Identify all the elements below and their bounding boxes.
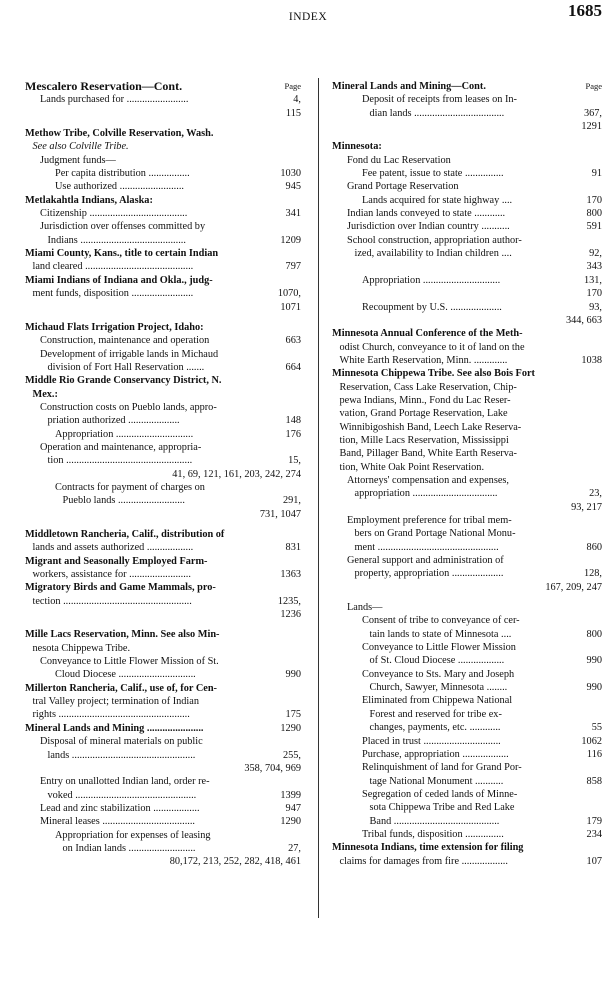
page-reference: 131, [583,274,602,286]
index-line [332,234,602,247]
page-reference: 23, [589,488,602,500]
index-line [332,207,602,220]
page-reference: 858 [586,775,602,787]
page-reference: 990 [586,655,602,667]
index-line [332,447,602,460]
index-line [25,107,301,120]
page-reference: 4, [293,94,301,106]
index-entry-text: tage National Monument ........... [369,775,504,787]
index-entry-text: Conveyance to Little Flower Mission [362,642,516,654]
index-line [25,401,301,414]
index-line [332,708,602,721]
index-line [332,180,602,193]
index-line [332,828,602,841]
index-entry-text: of St. Cloud Diocese .................. [369,655,505,667]
page-reference: 175 [285,709,301,721]
page-reference: 1363 [280,569,301,581]
index-entry-text: ized, availability to Indian children .... [354,248,512,260]
index-entry-text: ment ............................................... [354,541,499,553]
index-line [25,655,301,668]
index-line [25,815,301,828]
page-reference: 1291 [581,121,602,133]
index-entry-text: Disposal of mineral materials on public [40,736,203,748]
index-line [332,220,602,233]
page-column-label: Page [585,81,602,91]
page-reference: 1071 [280,301,301,313]
page-reference: 1235, [277,595,301,607]
index-line [332,314,602,327]
index-line [25,682,301,695]
index-line [25,194,301,207]
index-entry-text: Millerton Rancheria, Calif., use of, for Cen- [25,682,217,694]
index-line [25,274,301,287]
index-line [25,581,301,594]
index-line [332,801,602,814]
page-reference: 27, [288,842,301,854]
index-entry-text: Church, Sawyer, Minnesota ........ [369,682,508,694]
page-reference: 92, [589,248,602,260]
index-line [332,461,602,474]
index-line [332,120,602,133]
index-entry-text: Mineral Lands and Mining ...................... [25,722,204,734]
index-line [332,260,602,273]
running-header: INDEX [288,11,328,23]
index-line [332,107,602,120]
index-line [25,287,301,300]
index-entry-text: dian lands ................................... [369,107,505,119]
index-entry-text: Attorneys' compensation and expenses, [347,474,509,486]
page-reference: 80,172, 213, 252, 282, 418, 461 [169,856,301,868]
index-entry-text: land cleared .......................................... [32,261,194,273]
index-entry-text: tral Valley project; termination of Indian [32,696,200,708]
index-entry-text: claims for damages from fire .................. [339,855,508,867]
index-entry-text: Entry on unallotted Indian land, order re- [40,776,210,788]
index-line [25,321,301,334]
index-entry-text: appropriation ................................. [354,488,498,500]
index-column-right [332,80,602,868]
page-reference: 591 [586,221,602,233]
page-reference: 176 [285,428,301,440]
page-reference: 1290 [280,722,301,734]
index-line [332,668,602,681]
index-entry-text: Methow Tribe, Colville Reservation, Wash. [25,128,214,140]
page-reference: 800 [586,628,602,640]
index-line [25,775,301,788]
index-line [25,414,301,427]
index-line [25,374,301,387]
index-entry-text: Purchase, appropriation .................. [362,748,509,760]
index-line [25,220,301,233]
index-line [25,608,301,621]
page-reference: 990 [285,669,301,681]
index-entry-text: priation authorized .................... [47,415,180,427]
index-line [332,167,602,180]
index-line [332,855,602,868]
index-entry-text: tion ................................................. [47,455,193,467]
index-line [25,508,301,521]
index-entry-text: Mineral leases .................................... [40,816,196,828]
index-line [332,407,602,420]
index-entry-text: Metlakahtla Indians, Alaska: [25,194,153,206]
index-entry-text: Deposit of receipts from leases on In- [362,94,517,106]
page-reference: 148 [285,415,301,427]
index-line [332,341,602,354]
index-entry-text: Grand Portage Reservation [347,181,459,193]
index-line [332,628,602,641]
index-entry-text: Per capita distribution ................ [55,168,190,180]
index-line [332,501,602,514]
index-line [25,541,301,554]
index-line [332,367,602,380]
index-line [25,789,301,802]
index-entry-text: Appropriation .............................. [362,274,501,286]
page-reference: 115 [285,107,301,119]
index-entry-text: Reservation, Cass Lake Reservation, Chip- [339,381,517,393]
index-entry-text: Mescalero Reservation—Cont. [25,80,183,93]
index-entry-text: Lands acquired for state highway .... [362,194,513,206]
index-line [25,154,301,167]
page-reference: 367, [583,107,602,119]
page-reference: 1290 [280,816,301,828]
index-entry-text: Middle Rio Grande Conservancy District, N. [25,375,222,387]
index-entry-text: Minnesota Indians, time extension for filing [332,842,524,854]
index-entry-text: tion, White Oak Point Reservation. [339,461,485,473]
index-entry-text: Operation and maintenance, appropria- [40,441,202,453]
index-entry-text: rights ................................................... [32,709,190,721]
index-line [25,80,301,93]
index-entry-text: Miami County, Kans., title to certain Indian [25,248,219,260]
index-line [332,247,602,260]
index-line [25,842,301,855]
page-reference: 167, 209, 247 [545,581,602,593]
index-line [25,528,301,541]
index-line [332,394,602,407]
index-entry-text: Segregation of ceded lands of Minne- [362,788,518,800]
index-entry-text: Appropriation for expenses of leasing [55,829,211,841]
page-reference: 1209 [280,234,301,246]
index-entry-text: ment funds, disposition ........................ [32,288,194,300]
page-reference: 116 [586,748,602,760]
page-reference: 343 [586,261,602,273]
index-entry-text: tain lands to state of Minnesota .... [369,628,512,640]
index-entry-text: Mille Lacs Reservation, Minn. See also Min- [25,629,220,641]
index-entry-text: Relinquishment of land for Grand Por- [362,762,522,774]
index-column-left [25,80,301,869]
page-reference: 91 [591,168,602,180]
index-entry-text: Migratory Birds and Game Mammals, pro- [25,582,216,594]
index-entry-text: division of Fort Hall Reservation ....... [47,361,205,373]
index-line [25,127,301,140]
index-entry-text: Jurisdiction over offenses committed by [40,221,206,233]
index-entry-text: Band ......................................... [369,815,500,827]
index-line [332,581,602,594]
index-entry-text: Minnesota: [332,141,382,153]
index-line [25,140,301,153]
index-entry-text: Construction costs on Pueblo lands, appro- [40,401,217,413]
index-line [25,695,301,708]
index-line [25,93,301,106]
index-line [25,361,301,374]
index-line [332,614,602,627]
index-line [25,568,301,581]
index-entry-text: tion, Mille Lacs Reservation, Mississippi [339,434,509,446]
index-line [25,388,301,401]
index-entry-text: bers on Grand Portage National Monu- [354,528,516,540]
page-reference: 128, [583,568,602,580]
index-entry-text: Migrant and Seasonally Employed Farm- [25,555,208,567]
index-entry-text: Miami Indians of Indiana and Okla., judg- [25,274,213,286]
index-line [332,735,602,748]
index-line [25,247,301,260]
index-entry-text: Construction, maintenance and operation [40,335,210,347]
index-entry-text: Tribal funds, disposition ............... [362,828,504,840]
index-line [25,749,301,762]
index-entry-text: Minnesota Chippewa Tribe. See also Bois Fort [332,368,535,380]
index-entry-text: Indians ......................................... [47,234,186,246]
index-line [332,194,602,207]
page-reference: 15, [288,455,301,467]
index-entry-text: Winnibigoshish Band, Leech Lake Reserva- [339,421,522,433]
page-reference: 170 [586,288,602,300]
index-entry-text: property, appropriation .................... [354,568,504,580]
index-line [25,454,301,467]
page-reference: 800 [586,208,602,220]
index-line [332,815,602,828]
index-entry-text: Employment preference for tribal mem- [347,515,512,526]
index-line [25,348,301,361]
index-entry-text: Mineral Lands and Mining—Cont. [332,81,486,92]
index-entry-text: nesota Chippewa Tribe. [32,642,131,654]
page-reference: 1399 [280,789,301,801]
index-line [332,274,602,287]
index-entry-text: workers, assistance for ........................ [32,569,191,581]
page-column-label: Page [284,81,301,91]
index-line [332,761,602,774]
index-entry-text: Use authorized ......................... [55,181,184,193]
page-reference: 990 [586,682,602,694]
index-line [25,260,301,273]
index-entry-text: voked ............................................... [47,789,197,801]
page-reference: 41, 69, 121, 161, 203, 242, 274 [172,468,301,480]
index-entry-text: Band, Pillager Band, White Earth Reserva- [339,448,517,460]
index-line [25,441,301,454]
index-entry-text: Michaud Flats Irrigation Project, Idaho: [25,321,204,333]
index-entry-text: Consent of tribe to conveyance of cer- [362,615,520,627]
index-line [25,207,301,220]
index-line [332,301,602,314]
page-reference: 731, 1047 [259,508,301,520]
index-entry-text: Forest and reserved for tribe ex- [369,708,502,720]
page-number: 1685 [568,1,602,20]
index-line [332,541,602,554]
index-entry-text: Fee patent, issue to state ............... [362,168,504,180]
page-reference: 664 [285,361,301,373]
index-entry-text: Mex.: [32,388,58,400]
index-line [332,681,602,694]
index-entry-text: lands ................................................ [47,749,196,761]
page-reference: 1038 [581,354,602,366]
index-line [332,748,602,761]
index-line [332,421,602,434]
index-line [25,762,301,775]
index-line [25,735,301,748]
page-reference: 358, 704, 969 [244,762,301,774]
index-entry-text: Jurisdiction over Indian country ........... [347,221,510,233]
index-line [332,327,602,340]
column-divider [318,78,319,918]
index-entry-text: sota Chippewa Tribe and Red Lake [369,802,515,814]
page-reference: 945 [285,181,301,193]
index-line [25,722,301,735]
index-entry-text: Lands— [347,602,383,614]
index-line [25,595,301,608]
page-reference: 1070, [277,288,301,300]
index-line [332,93,602,106]
index-line [332,654,602,667]
index-line [332,514,602,527]
index-line [25,642,301,655]
page-reference: 797 [285,261,301,273]
index-entry-text: Development of irrigable lands in Michaud [40,348,219,360]
page-reference: 234 [586,828,602,840]
index-line [25,668,301,681]
page-reference: 1030 [280,168,301,180]
index-line [25,555,301,568]
page-reference: 170 [586,194,602,206]
index-entry-text: tection .................................................. [32,595,192,607]
index-line [332,527,602,540]
index-line [332,381,602,394]
index-line [332,641,602,654]
page-reference: 93, [589,301,602,313]
page-reference: 831 [285,542,301,554]
index-line [332,567,602,580]
index-line [25,167,301,180]
index-line [332,601,602,614]
index-line [332,841,602,854]
index-entry-text: Conveyance to Sts. Mary and Joseph [362,668,515,680]
index-line [332,487,602,500]
index-line [332,788,602,801]
index-line [25,628,301,641]
index-entry-text: vation, Grand Portage Reservation, Lake [339,408,508,420]
page-reference: 55 [591,722,602,734]
index-line [332,80,602,93]
index-entry-text: Recoupment by U.S. .................... [362,301,502,313]
index-entry-text: Conveyance to Little Flower Mission of St. [40,656,219,668]
index-line [25,428,301,441]
index-entry-text: Citizenship ...................................... [40,208,188,220]
index-entry-text: Eliminated from Chippewa National [362,695,513,707]
page-reference: 291, [282,495,301,507]
index-line [332,140,602,153]
index-line [332,154,602,167]
index-line [25,829,301,842]
page-reference: 107 [586,855,602,867]
index-line [25,481,301,494]
index-entry-text: pewa Indians, Minn., Fond du Lac Reser- [339,394,511,406]
index-entry-text: Fond du Lac Reservation [347,154,451,166]
page-reference: 255, [282,749,301,761]
index-line [25,708,301,721]
page-reference: 663 [285,335,301,347]
index-entry-text: Cloud Diocese .............................. [55,669,196,681]
index-line [25,468,301,481]
page-reference: 860 [586,541,602,553]
index-line [25,180,301,193]
index-line [332,554,602,567]
index-entry-text: Judgment funds— [40,154,116,166]
page-reference: 1062 [581,735,602,747]
index-entry-text: Indian lands conveyed to state ............ [347,208,506,220]
index-entry-text: Appropriation .............................. [55,428,194,440]
index-line [332,775,602,788]
index-entry-text: lands and assets authorized .................. [32,542,194,554]
page-reference: 344, 663 [565,314,602,326]
index-entry-text: Lead and zinc stabilization .................. [40,802,200,814]
page-reference: 947 [285,802,301,814]
index-entry-text: School construction, appropriation author- [347,234,522,246]
index-line [25,334,301,347]
index-entry-text: odist Church, conveyance to it of land on the [339,341,525,353]
index-line [332,287,602,300]
index-entry-text: White Earth Reservation, Minn. ............. [339,354,508,366]
index-line [332,434,602,447]
index-line [332,354,602,367]
index-entry-text: on Indian lands .......................... [62,842,196,854]
index-entry-text: Lands purchased for ........................ [40,94,189,106]
index-line [25,802,301,815]
page-reference: 179 [586,815,602,827]
index-line [332,474,602,487]
index-entry-text: Pueblo lands .......................... [62,495,185,507]
index-entry-text: Placed in trust .............................. [362,735,501,747]
index-line [332,721,602,734]
index-line [25,494,301,507]
index-entry-text: General support and administration of [347,555,504,567]
index-entry-text: See also Colville Tribe. [32,141,129,153]
index-line [25,234,301,247]
index-entry-text: Minnesota Annual Conference of the Meth- [332,328,523,340]
index-entry-text: Middletown Rancheria, Calif., distribution of [25,529,225,540]
index-line [332,694,602,707]
index-entry-text: changes, payments, etc. ............ [369,722,501,734]
page-reference: 93, 217 [571,501,602,513]
page-reference: 1236 [280,609,301,621]
index-line [25,855,301,868]
page-reference: 341 [285,208,301,220]
index-entry-text: Contracts for payment of charges on [55,481,205,493]
index-line [25,301,301,314]
